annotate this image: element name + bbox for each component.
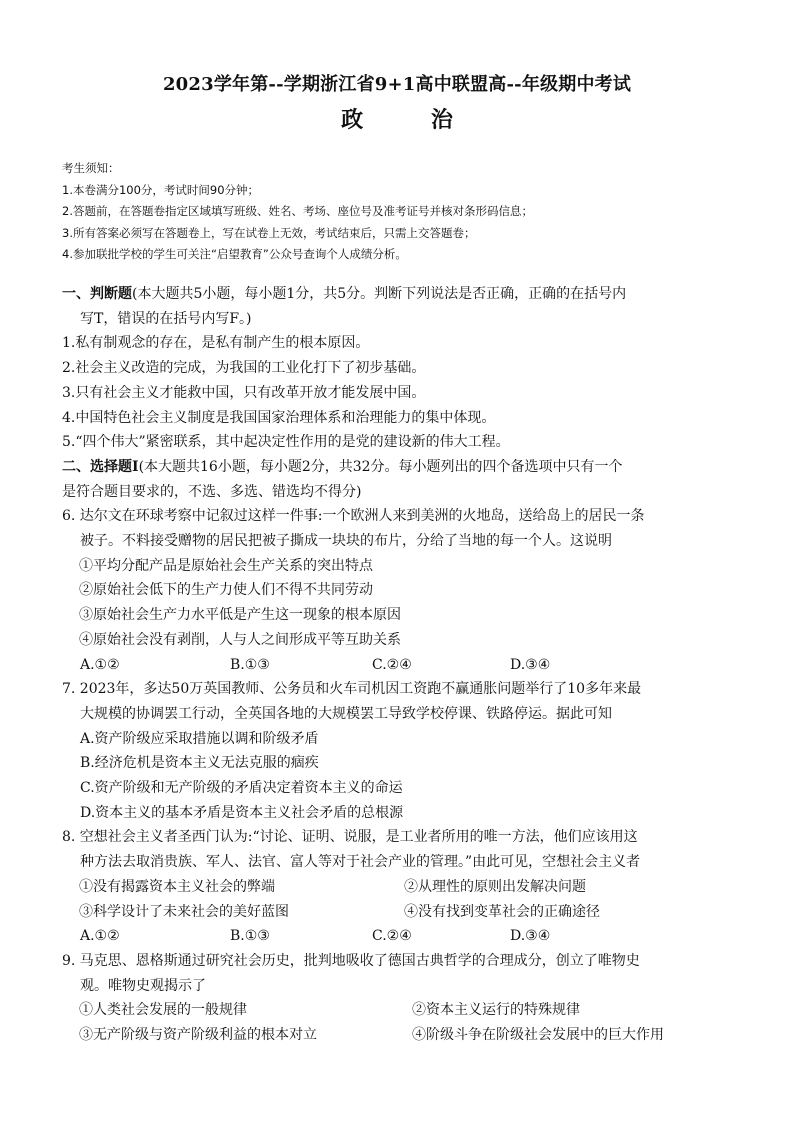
notice-item: 3.所有答案必须写在答题卷上，写在试卷上无效，考试结束后，只需上交答题卷； [62,225,476,240]
q8-statement-2: ②从理性的原则出发解决问题 [404,878,586,895]
q6-statement-1: ①平均分配产品是原始社会生产关系的突出特点 [79,557,373,574]
tf-item-1: 1.私有制观念的存在，是私有制产生的根本原因。 [62,335,370,352]
q9-stem: 9. 马克思、恩格斯通过研究社会历史，批判地吸收了德国古典哲学的合理成分，创立了唯物史 [62,952,640,969]
q6-stem-cont: 被子。不料接受赠物的居民把被子撕成一块块的布片，分给了当地的每一个人。这说明 [80,533,612,550]
q8-stem: 8. 空想社会主义者圣西门认为:“讨论、证明、说服，是工业者所用的唯一方法，他们应该用这 [62,829,638,846]
q8-statements-row-2 [62,900,738,925]
q8-choice-a: A.①② [80,928,120,945]
q8-choice-b: B.①③ [230,928,270,945]
q7-stem: 7. 2023年，多达50万英国教师、公务员和火车司机因工资跑不赢通胀问题举行了10多年来最 [62,681,642,698]
q6-choices [62,653,738,678]
q6-stem: 6. 达尔文在环球考察中记叙过这样一件事:一个欧洲人来到美洲的火地岛，送给岛上的居民一条 [62,508,645,525]
tf-item-4: 4.中国特色社会主义制度是我国国家治理体系和治理能力的集中体现。 [62,409,496,426]
exam-notice [62,158,742,266]
exam-body [62,282,738,1048]
q6-choice-d: D.③④ [510,656,551,673]
notice-item: 1.本卷满分100分，考试时间90分钟； [62,182,260,197]
q8-statement-3: ③科学设计了未来社会的美好蓝图 [79,903,289,920]
q6-statement-4: ④原始社会没有剥削，人与人之间形成平等互助关系 [79,631,401,648]
q8-statements-row-1 [62,875,738,900]
section1-title: 一、判断题 [62,286,132,302]
q6-statement-3: ③原始社会生产力水平低是产生这一现象的根本原因 [79,607,401,624]
q8-stem-cont: 种方法去取消贵族、军人、法官、富人等对于社会产业的管理。”由此可见，空想社会主义者 [80,854,641,871]
tf-item-5: 5.“四个伟大”紧密联系，其中起决定性作用的是党的建设新的伟大工程。 [62,434,510,451]
tf-item-2: 2.社会主义改造的完成，为我国的工业化打下了初步基础。 [62,360,426,377]
section2-title: 二、选择题I [62,458,139,475]
q8-choice-c: C.②④ [372,928,412,945]
q7-choice-c: C.资产阶级和无产阶级的矛盾决定着资本主义的命运 [80,780,403,797]
section1-heading [62,282,738,307]
q9-statement-3: ③无产阶级与资产阶级利益的根本对立 [79,1027,317,1044]
q8-choices [62,924,738,949]
q7-stem-cont: 大规模的协调罢工行动，全英国各地的大规模罢工导致学校停课、铁路停运。据此可知 [80,705,612,722]
tf-item-3: 3.只有社会主义才能救中国，只有改革开放才能发展中国。 [62,384,426,401]
notice-item: 4.参加联批学校的学生可关注“启望教育”公众号查询个人成绩分析。 [62,247,407,261]
q8-statement-1: ①没有揭露资本主义社会的弊端 [79,878,275,895]
q6-choice-b: B.①③ [230,656,270,673]
q6-choice-a: A.①② [80,656,120,673]
notice-item: 2.答题前，在答题卷指定区域填写班级、姓名、考场、座位号及准考证号并核对条形码信息； [62,204,533,218]
q9-statements-row-2 [62,1023,738,1048]
q9-statements-row-1 [62,998,738,1023]
q6-statement-2: ②原始社会低下的生产力使人们不得不共同劳动 [79,582,373,599]
q7-choice-d: D.资本主义的基本矛盾是资本主义社会矛盾的总根源 [80,804,404,821]
q9-stem-cont: 观。唯物史观揭示了 [80,977,206,994]
q8-statement-4: ④没有找到变革社会的正确途径 [404,903,600,920]
notice-heading: 考生须知： [62,161,120,175]
section1-instructions-cont: 写T，错误的在括号内写F。) [80,310,252,327]
q6-choice-c: C.②④ [372,656,412,673]
q7-choice-b: B.经济危机是资本主义无法克服的痼疾 [80,755,319,772]
exam-title: 2023学年第--学期浙江省9+1高中联盟高--年级期中考试 [162,74,632,95]
q8-choice-d: D.③④ [510,928,551,945]
q7-choice-a: A.资产阶级应采取措施以调和阶级矛盾 [80,730,319,747]
section2-instructions: (本大题共16小题，每小题2分，共32分。每小题列出的四个备选项中只有一个 [138,458,623,475]
q9-statement-4: ④阶级斗争在阶级社会发展中的巨大作用 [412,1027,664,1044]
q9-statement-1: ①人类社会发展的一般规律 [79,1002,247,1019]
subject-title: 政 治 [341,107,483,133]
q9-statement-2: ②资本主义运行的特殊规律 [412,1002,580,1019]
section2-heading [62,455,738,480]
section2-instructions-cont: 是符合题目要求的，不选、多选、错选均不得分) [62,483,362,500]
section1-instructions: (本大题共5小题，每小题1分，共5分。判断下列说法是否正确，正确的在括号内 [132,286,627,302]
